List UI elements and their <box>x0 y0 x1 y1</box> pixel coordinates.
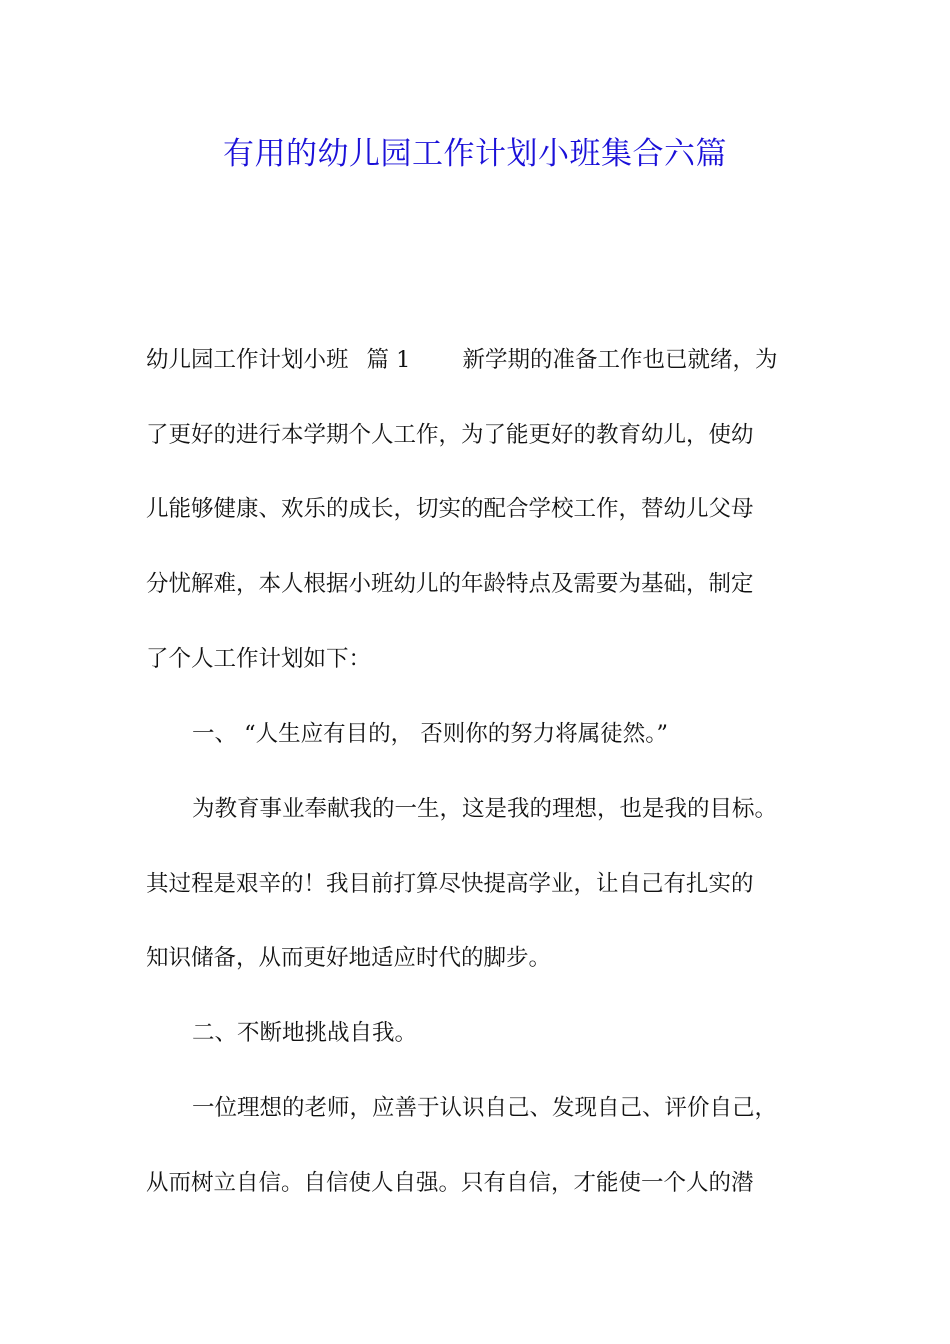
paragraph-line-4: 分忧解难，本人根据小班幼儿的年龄特点及需要为基础，制定 <box>146 571 754 597</box>
paragraph-line-12: 从而树立自信。自信使人自强。只有自信，才能使一个人的潜 <box>146 1170 754 1196</box>
paragraph-line-7: 为教育事业奉献我的一生，这是我的理想，也是我的目标。 <box>192 796 778 822</box>
paragraph-line-3: 儿能够健康、欢乐的成长，切实的配合学校工作，替幼儿父母 <box>146 496 754 522</box>
section-heading-label: 幼儿园工作计划小班 <box>146 347 349 373</box>
paragraph-line-2: 了更好的进行本学期个人工作，为了能更好的教育幼儿，使幼 <box>146 422 754 448</box>
paragraph-line-9: 知识储备，从而更好地适应时代的脚步。 <box>146 945 552 971</box>
paragraph-text: 新学期的准备工作也已就绪，为 <box>462 347 778 373</box>
section-heading-1: 一、 “人生应有目的， 否则你的努力将属徒然。” <box>192 721 669 747</box>
paragraph-line-8: 其过程是艰辛的！我目前打算尽快提高学业，让自己有扎实的 <box>146 871 754 897</box>
paragraph-line-5: 了个人工作计划如下： <box>146 646 372 672</box>
section-heading-2: 二、不断地挑战自我。 <box>192 1020 418 1046</box>
paragraph-line-1 <box>146 342 778 378</box>
section-heading-number: 篇 1 <box>366 347 411 373</box>
document-title: 有用的幼儿园工作计划小班集合六篇 <box>223 136 727 172</box>
paragraph-line-11: 一位理想的老师，应善于认识自己、发现自己、评价自己， <box>192 1095 778 1121</box>
